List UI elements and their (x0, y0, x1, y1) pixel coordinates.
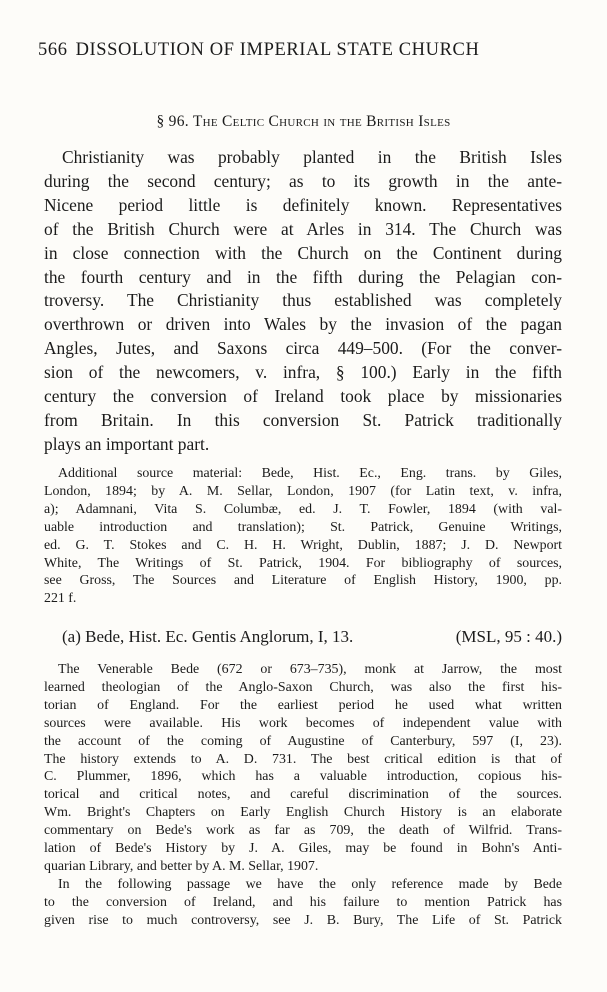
main-paragraph (44, 146, 562, 457)
text-line: London, 1894; by A. M. Sellar, London, 1907 (for Latin text, v. infra, (44, 483, 562, 499)
text-line: century the conversion of Ireland took place by missionaries (44, 386, 562, 407)
text-line: torical and critical notes, and careful discrimination of the sources. (44, 787, 562, 803)
text-line: lation of Bede's History by J. A. Giles, may be found in Bohn's Anti- (44, 841, 562, 857)
running-title: DISSOLUTION OF IMPERIAL STATE CHURCH (75, 40, 480, 60)
page-number: 566 (38, 40, 68, 60)
text-line: C. Plummer, 1896, which has a valuable introduction, copious his- (44, 769, 562, 785)
text-line: see Gross, The Sources and Literature of English History, 1900, pp. (44, 573, 562, 589)
text-line: plays an important part. (44, 433, 210, 454)
text-line: The history extends to A. D. 731. The best critical edition is that of (44, 751, 562, 767)
text-line: quarian Library, and better by A. M. Sellar, 1907. (44, 858, 319, 874)
text-line: given rise to much controversy, see J. B. Bury, The Life of St. Patrick (44, 912, 562, 928)
text-line: sion of the newcomers, v. infra, § 100.) Early in the fifth (44, 362, 562, 383)
text-line: overthrown or driven into Wales by the invasion of the pagan (44, 314, 562, 335)
text-line: Additional source material: Bede, Hist. Ec., Eng. trans. by Giles, (58, 466, 562, 481)
text-line: during the second century; as to its growth in the ante- (44, 170, 562, 191)
text-line: a); Adamnani, Vita S. Columbæ, ed. J. T. Fowler, 1894 (with val- (44, 501, 562, 517)
subsection-heading (62, 627, 562, 647)
text-line: troversy. The Christianity thus established was completely (44, 290, 562, 311)
text-line: In the following passage we have the only reference made by Bede (58, 876, 562, 892)
text-line: ed. G. T. Stokes and C. H. H. Wright, Dublin, 1887; J. D. Newport (44, 537, 562, 553)
text-line: Wm. Bright's Chapters on Early English Church History is an elaborate (44, 805, 562, 821)
text-line: learned theologian of the Anglo-Saxon Church, was also the first his- (44, 679, 562, 695)
text-line: to the conversion of Ireland, and his failure to mention Patrick has (44, 894, 562, 910)
text-line: commentary on Bede's work as far as 709, the death of Wilfrid. Trans- (44, 823, 562, 839)
text-line: of the British Church were at Arles in 314. The Church was (44, 218, 562, 239)
text-line: White, The Writings of St. Patrick, 1904. For bibliography of sources, (44, 555, 562, 571)
running-header (38, 40, 479, 61)
subsection-reference: (MSL, 95 : 40.) (455, 627, 562, 646)
section-heading: § 96. The Celtic Church in the British Isles (156, 113, 451, 130)
subsection-label: (a) Bede, Hist. Ec. Gentis Anglorum, I, 13. (62, 627, 354, 646)
bede-intro-note (44, 661, 562, 930)
text-line: sources were available. His work becomes of independent value with (44, 715, 562, 731)
text-line: Angles, Jutes, and Saxons circa 449–500. (For the conver- (44, 338, 562, 359)
text-line: the account of the coming of Augustine of Canterbury, 597 (I, 23). (44, 733, 562, 749)
text-line: 221 f. (44, 591, 77, 607)
text-line: The Venerable Bede (672 or 673–735), monk at Jarrow, the most (58, 662, 562, 677)
text-line: the fourth century and in the fifth during the Pelagian con- (44, 266, 562, 287)
source-material-note (44, 465, 562, 608)
text-line: torian of England. For the earliest period he used what written (44, 697, 562, 713)
text-line: Christianity was probably planted in the British Isles (62, 147, 562, 167)
text-line: from Britain. In this conversion St. Patrick traditionally (44, 409, 562, 430)
text-line: uable introduction and translation); St. Patrick, Genuine Writings, (44, 519, 562, 535)
text-line: in close connection with the Church on the Continent during (44, 242, 562, 263)
text-line: Nicene period little is definitely known. Representatives (44, 194, 562, 215)
